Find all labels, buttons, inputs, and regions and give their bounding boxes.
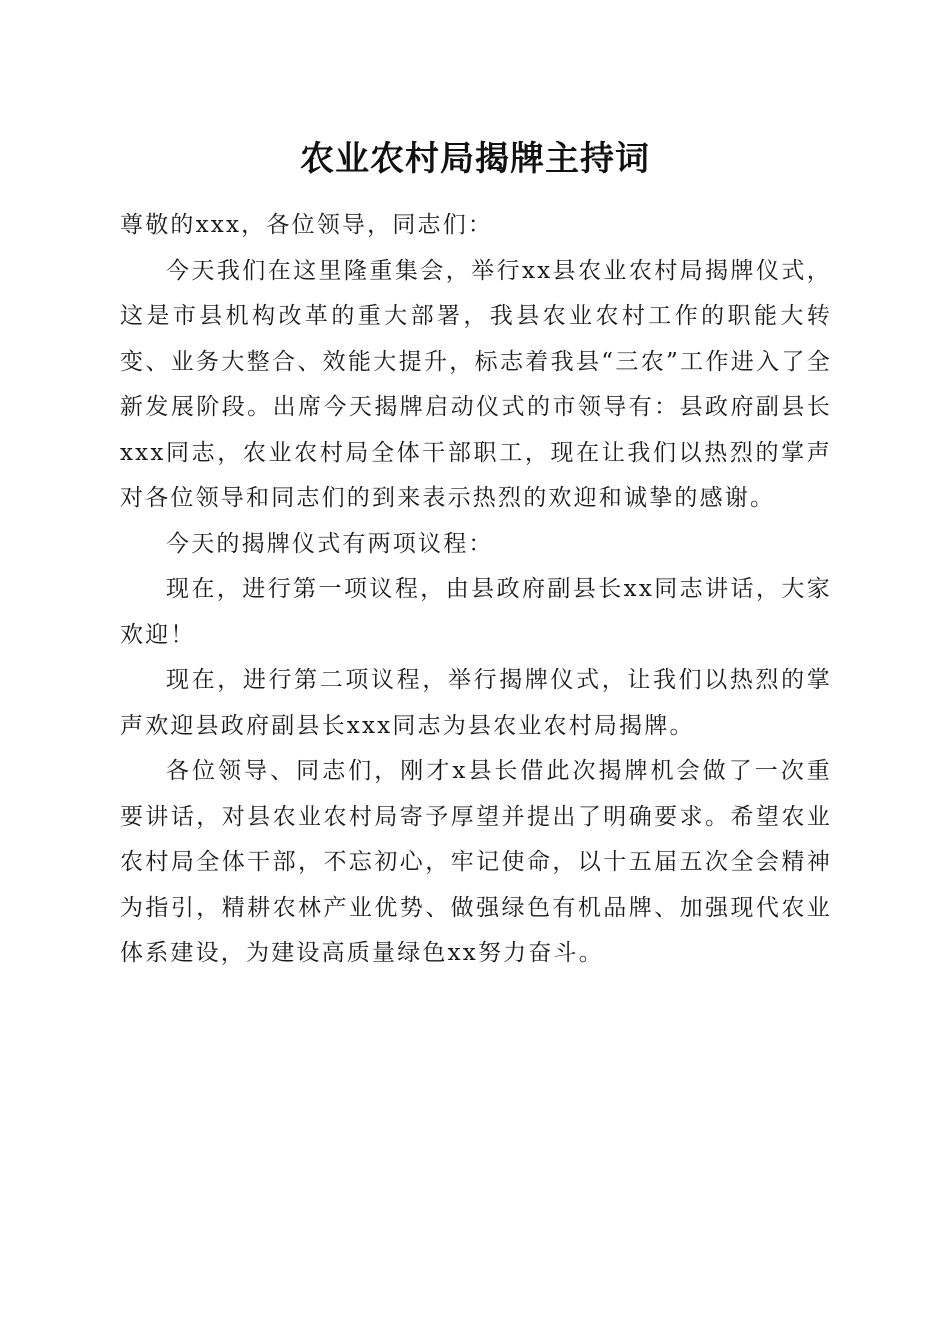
agenda-intro-paragraph: 今天的揭牌仪式有两项议程： — [166, 530, 494, 557]
agenda-item-2-paragraph: 现在，进行第二项议程，举行揭牌仪式，让我们以热烈的掌声欢迎县政府副县长xxx同志为县农业农村局揭牌。 — [120, 667, 832, 739]
opening-paragraph: 今天我们在这里隆重集会，举行xx县农业农村局揭牌仪式，这是市县机构改革的重大部署，我县农业农村工作的职能大转变、业务大整合、效能大提升，标志着我县“三农”工作进入了全新发展阶段。出席今天揭牌启动仪式的市领导有：县政府副县长xxx同志，农业农村局全体干部职工，现在让我们以热烈的掌声对各位领导和同志们的到来表示热烈的欢迎和诚挚的感谢。 — [120, 257, 832, 511]
salutation-paragraph: 尊敬的xxx，各位领导，同志们： — [120, 212, 494, 238]
document-body — [120, 203, 832, 977]
agenda-item-1-paragraph: 现在，进行第一项议程，由县政府副县长xx同志讲话，大家欢迎！ — [120, 576, 832, 648]
document-title: 农业农村局揭牌主持词 — [300, 139, 650, 179]
closing-paragraph: 各位领导、同志们，刚才x县长借此次揭牌机会做了一次重要讲话，对县农业农村局寄予厚望并提出了明确要求。希望农业农村局全体干部，不忘初心，牢记使命，以十五届五次全会精神为指引，精耕农林产业优势、做强绿色有机品牌、加强现代农业体系建设，为建设高质量绿色xx努力奋斗。 — [120, 758, 832, 966]
